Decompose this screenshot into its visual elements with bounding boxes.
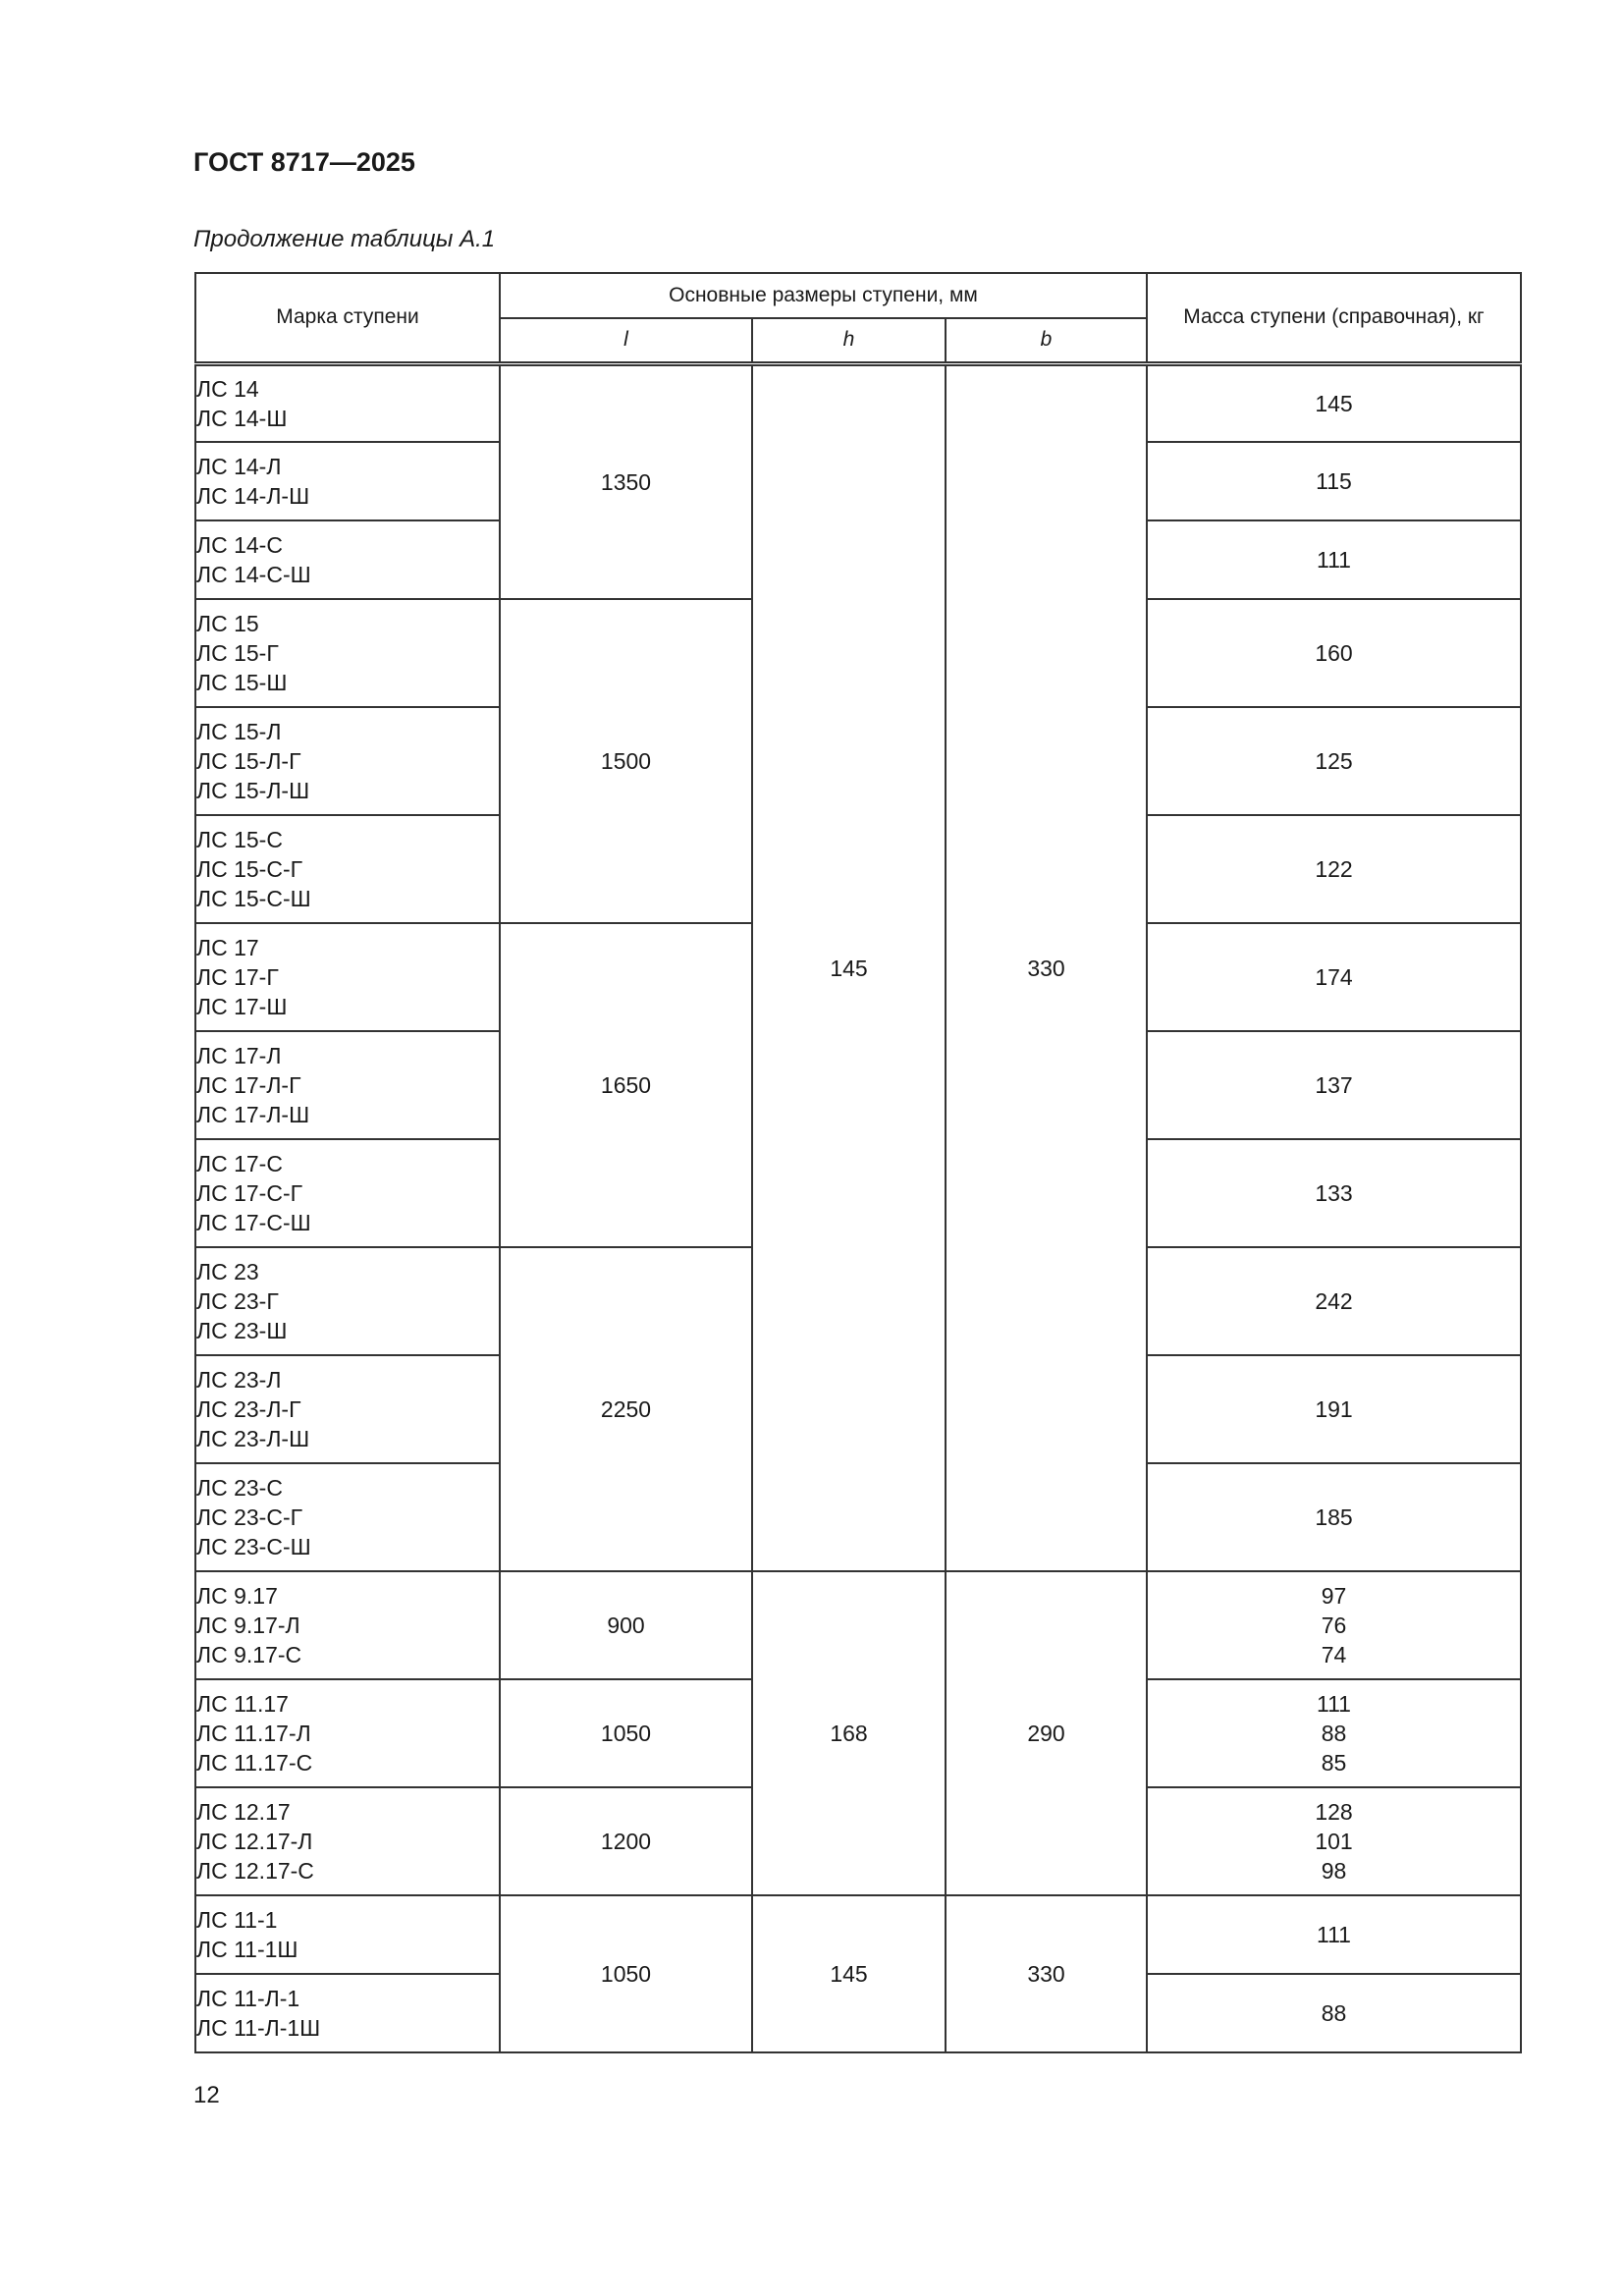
mass-value: 111 xyxy=(1317,1691,1351,1717)
mass-value: 85 xyxy=(1321,1750,1347,1776)
mass-value: 122 xyxy=(1315,856,1353,882)
b-cell: 290 xyxy=(946,1571,1147,1895)
header-l: l xyxy=(500,318,752,363)
mass-cell xyxy=(1147,442,1521,520)
mark-label: ЛС 14-Л xyxy=(196,454,282,479)
mark-label: ЛС 15-Г xyxy=(196,640,279,666)
mass-value: 242 xyxy=(1315,1288,1353,1314)
mark-label: ЛС 17-С-Г xyxy=(196,1180,303,1206)
mark-cell xyxy=(195,1247,500,1355)
mark-label: ЛС 11.17 xyxy=(196,1691,289,1717)
mass-cell xyxy=(1147,1974,1521,2052)
mass-value: 111 xyxy=(1317,547,1351,573)
mark-label: ЛС 23-С xyxy=(196,1475,283,1501)
mark-label: ЛС 15-С-Ш xyxy=(196,886,311,911)
mark-cell xyxy=(195,1139,500,1247)
mass-cell xyxy=(1147,707,1521,815)
mark-cell xyxy=(195,520,500,599)
mark-label: ЛС 15-Л-Г xyxy=(196,748,301,774)
mark-label: ЛС 11-Л-1Ш xyxy=(196,2015,321,2041)
table-caption: Продолжение таблицы А.1 xyxy=(193,226,496,252)
mass-value: 137 xyxy=(1315,1072,1353,1098)
mark-cell xyxy=(195,1974,500,2052)
mass-value: 111 xyxy=(1317,1922,1351,1947)
header-dimensions: Основные размеры ступени, мм xyxy=(500,273,1147,318)
mass-cell xyxy=(1147,1895,1521,1974)
mark-label: ЛС 12.17 xyxy=(196,1799,291,1825)
mark-label: ЛС 14-С xyxy=(196,532,283,558)
l-cell: 1200 xyxy=(500,1787,752,1895)
mass-cell xyxy=(1147,1679,1521,1787)
mark-label: ЛС 9.17-Л xyxy=(196,1613,300,1638)
mark-label: ЛС 17-Л-Ш xyxy=(196,1102,310,1127)
mass-value: 74 xyxy=(1321,1642,1347,1667)
mass-cell xyxy=(1147,599,1521,707)
mass-value: 98 xyxy=(1321,1858,1347,1884)
mark-label: ЛС 15-Ш xyxy=(196,670,288,695)
mass-value: 88 xyxy=(1321,2000,1347,2026)
mark-label: ЛС 23 xyxy=(196,1259,259,1285)
b-cell: 330 xyxy=(946,1895,1147,2052)
mark-label: ЛС 11.17-С xyxy=(196,1750,313,1776)
b-cell: 330 xyxy=(946,363,1147,1571)
h-cell: 145 xyxy=(752,1895,946,2052)
mark-label: ЛС 15-С xyxy=(196,827,283,852)
table-row xyxy=(195,363,1521,442)
mark-label: ЛС 23-Г xyxy=(196,1288,279,1314)
h-cell: 168 xyxy=(752,1571,946,1895)
mass-cell xyxy=(1147,1139,1521,1247)
l-cell: 1050 xyxy=(500,1895,752,2052)
mass-value: 174 xyxy=(1315,964,1353,990)
mark-label: ЛС 15-Л xyxy=(196,719,282,744)
mass-cell xyxy=(1147,923,1521,1031)
table-row xyxy=(195,1895,1521,1974)
mark-label: ЛС 9.17-С xyxy=(196,1642,302,1667)
mark-cell xyxy=(195,442,500,520)
mark-cell xyxy=(195,1355,500,1463)
mass-cell xyxy=(1147,1355,1521,1463)
mark-label: ЛС 23-Л xyxy=(196,1367,282,1393)
mark-label: ЛС 17-Ш xyxy=(196,994,288,1019)
mass-value: 128 xyxy=(1315,1799,1353,1825)
mark-label: ЛС 17-Л-Г xyxy=(196,1072,301,1098)
mark-cell xyxy=(195,707,500,815)
mark-label: ЛС 17-Л xyxy=(196,1043,282,1068)
l-cell: 1050 xyxy=(500,1679,752,1787)
mark-cell xyxy=(195,1895,500,1974)
mark-label: ЛС 17-Г xyxy=(196,964,279,990)
mark-cell xyxy=(195,363,500,442)
mark-label: ЛС 12.17-Л xyxy=(196,1829,313,1854)
mass-cell xyxy=(1147,1031,1521,1139)
mass-cell xyxy=(1147,1571,1521,1679)
mass-value: 97 xyxy=(1321,1583,1347,1609)
header-h: h xyxy=(752,318,946,363)
mark-label: ЛС 23-Ш xyxy=(196,1318,288,1343)
mark-cell xyxy=(195,815,500,923)
mass-value: 133 xyxy=(1315,1180,1353,1206)
mass-value: 160 xyxy=(1315,640,1353,666)
mark-label: ЛС 14-Л-Ш xyxy=(196,483,310,509)
mark-label: ЛС 12.17-С xyxy=(196,1858,314,1884)
mark-label: ЛС 23-С-Ш xyxy=(196,1534,311,1559)
mark-label: ЛС 14-С-Ш xyxy=(196,562,311,587)
mark-label: ЛС 11-Л-1 xyxy=(196,1986,300,2011)
mark-label: ЛС 17-С-Ш xyxy=(196,1210,311,1235)
mass-value: 101 xyxy=(1315,1829,1353,1854)
h-cell: 145 xyxy=(752,363,946,1571)
mass-value: 88 xyxy=(1321,1721,1347,1746)
mass-cell xyxy=(1147,363,1521,442)
mark-label: ЛС 15-Л-Ш xyxy=(196,778,310,803)
mark-cell xyxy=(195,599,500,707)
l-cell: 1350 xyxy=(500,363,752,599)
mark-cell xyxy=(195,1571,500,1679)
mark-cell xyxy=(195,1679,500,1787)
mark-cell xyxy=(195,1031,500,1139)
l-cell: 1500 xyxy=(500,599,752,923)
mass-cell xyxy=(1147,520,1521,599)
page-number: 12 xyxy=(193,2082,220,2108)
document-header: ГОСТ 8717—2025 xyxy=(193,147,415,177)
mass-value: 125 xyxy=(1315,748,1353,774)
mass-value: 185 xyxy=(1315,1504,1353,1530)
mark-label: ЛС 14 xyxy=(196,375,259,402)
steps-table xyxy=(194,272,1522,2053)
mass-value: 145 xyxy=(1315,390,1353,416)
mark-label: ЛС 17 xyxy=(196,935,259,960)
header-b: b xyxy=(946,318,1147,363)
mass-cell xyxy=(1147,1463,1521,1571)
mass-value: 191 xyxy=(1315,1396,1353,1422)
mark-label: ЛС 15-С-Г xyxy=(196,856,303,882)
mark-label: ЛС 11.17-Л xyxy=(196,1721,311,1746)
mass-value: 76 xyxy=(1321,1613,1347,1638)
mass-value: 115 xyxy=(1316,468,1352,494)
mark-cell xyxy=(195,1463,500,1571)
mark-label: ЛС 17-С xyxy=(196,1151,283,1176)
mark-label: ЛС 14-Ш xyxy=(196,405,288,431)
mass-cell xyxy=(1147,1247,1521,1355)
mark-label: ЛС 23-Л-Ш xyxy=(196,1426,310,1451)
mark-label: ЛС 11-1Ш xyxy=(196,1937,298,1962)
mass-cell xyxy=(1147,815,1521,923)
table-row xyxy=(195,1571,1521,1679)
mark-cell xyxy=(195,1787,500,1895)
mark-label: ЛС 11-1 xyxy=(196,1907,278,1933)
mark-cell xyxy=(195,923,500,1031)
header-mass: Масса ступени (справочная), кг xyxy=(1147,273,1521,363)
mark-label: ЛС 23-Л-Г xyxy=(196,1396,301,1422)
mark-label: ЛС 9.17 xyxy=(196,1583,278,1609)
mark-label: ЛС 23-С-Г xyxy=(196,1504,303,1530)
l-cell: 2250 xyxy=(500,1247,752,1571)
mass-cell xyxy=(1147,1787,1521,1895)
l-cell: 900 xyxy=(500,1571,752,1679)
mark-label: ЛС 15 xyxy=(196,611,259,636)
header-mark: Марка ступени xyxy=(195,273,500,363)
l-cell: 1650 xyxy=(500,923,752,1247)
